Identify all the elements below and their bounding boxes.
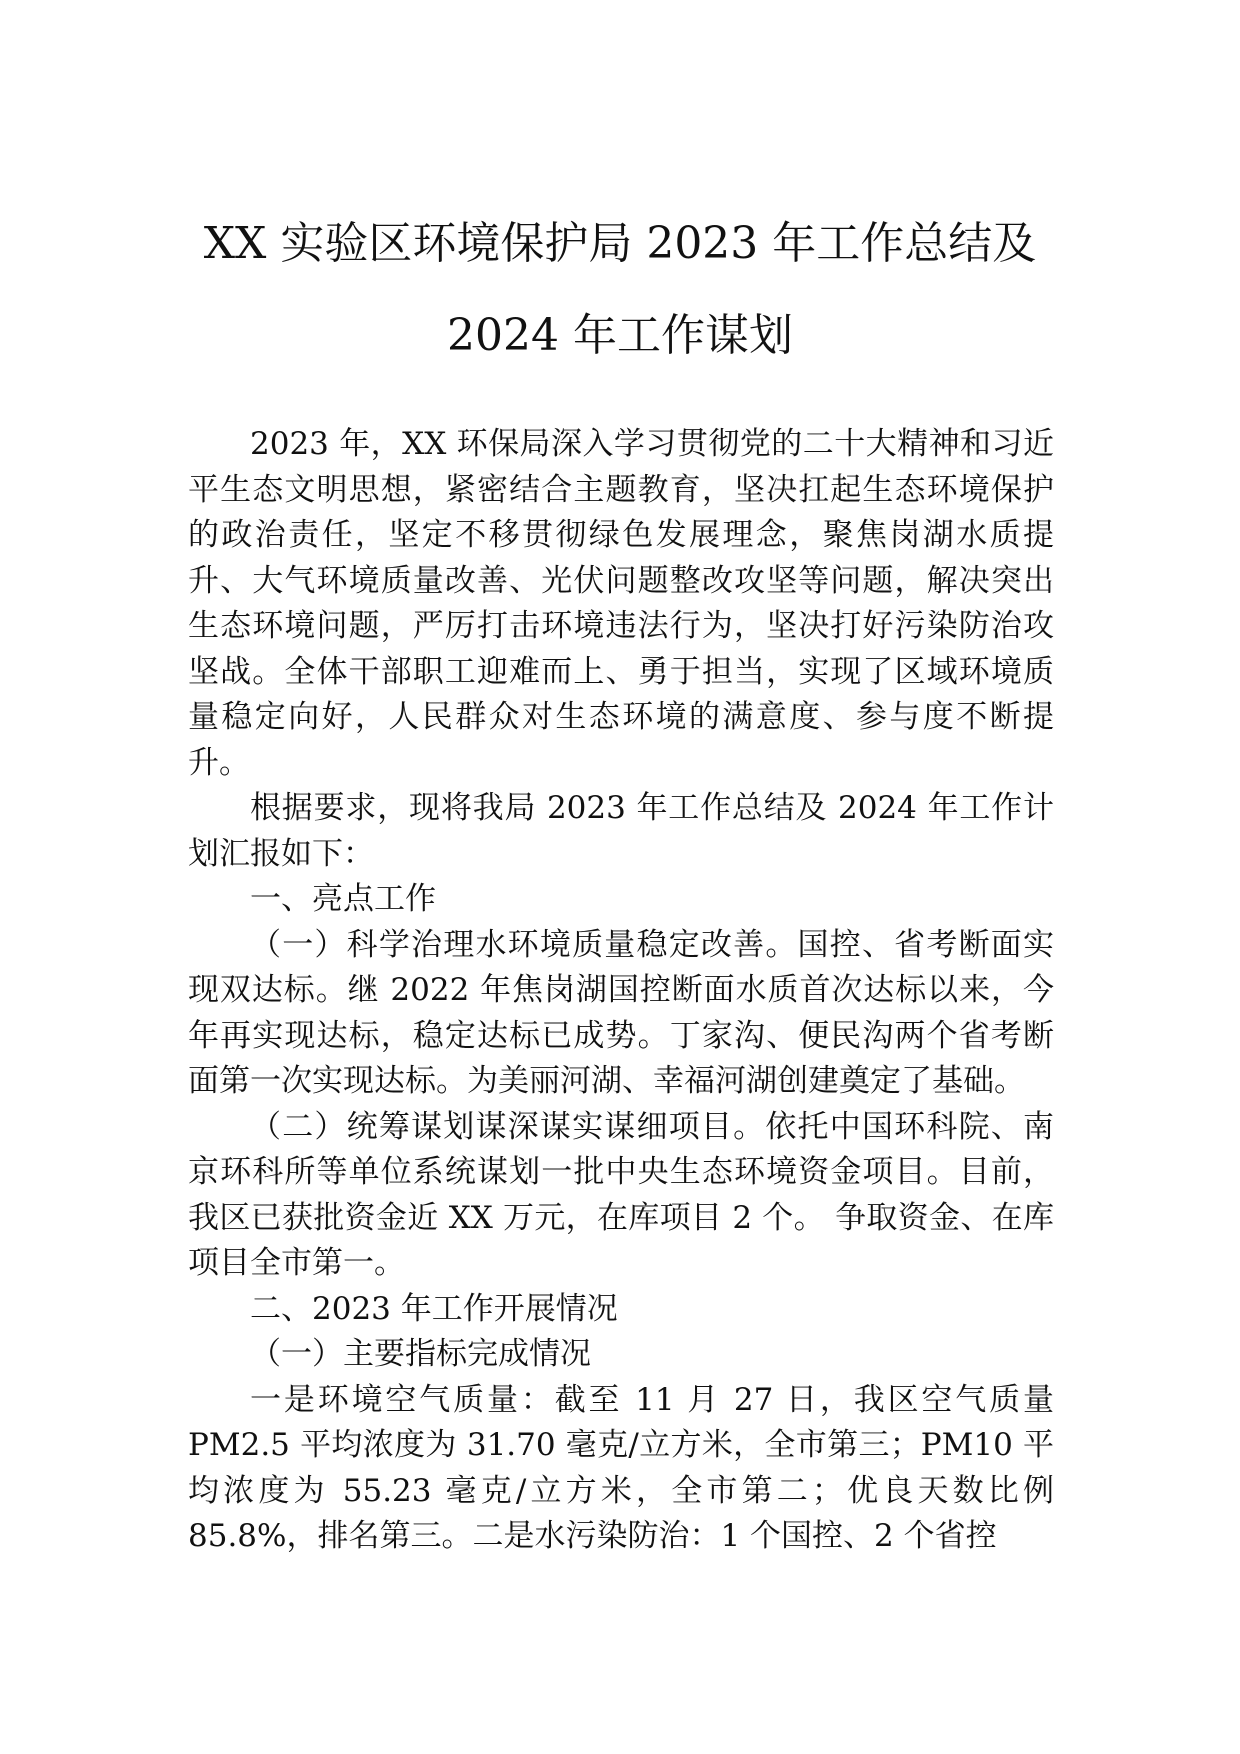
paragraph-intro: 2023 年，XX 环保局深入学习贯彻党的二十大精神和习近平生态文明思想，紧密结合主题教育，坚决扛起生态环境保护的政治责任，坚定不移贯彻绿色发展理念，聚焦岗湖水质提升、大气环境质量改善、光伏问题整改攻坚等问题，解决突出生态环境问题，严厉打击环境违法行为，坚决打好污染防治攻坚战。全体干部职工迎难而上、勇于担当，实现了区域环境质量稳定向好，人民群众对生态环境的满意度、参与度不断提升。	[188, 426, 1054, 781]
document-title-line-2: 2024 年工作谋划	[447, 310, 793, 361]
paragraph-projects: （二）统筹谋划谋深谋实谋细项目。依托中国环科院、南京环科所等单位系统谋划一批中央生态环境资金项目。目前，我区已获批资金近 XX 万元，在库项目 2 个。 争取资金、在库项目全市第一。	[188, 1108, 1054, 1281]
subheading-main-indicators: （一）主要指标完成情况	[250, 1336, 591, 1372]
section-heading-highlights: 一、亮点工作	[250, 881, 436, 917]
paragraph-water-quality: （一）科学治理水环境质量稳定改善。国控、省考断面实现双达标。继 2022 年焦岗湖国控断面水质首次达标以来，今年再实现达标，稳定达标已成势。丁家沟、便民沟两个省考断面第一次实现达标。为美丽河湖、幸福河湖创建奠定了基础。	[188, 926, 1054, 1099]
paragraph-air-quality: 一是环境空气质量：截至 11 月 27 日，我区空气质量 PM2.5 平均浓度为 31.70 毫克/立方米，全市第三；PM10 平均浓度为 55.23 毫克/立方米，全市第二；优良天数比例 85.8%，排名第三。二是水污染防治：1 个国控、2 个省控	[188, 1381, 1054, 1554]
document-body	[188, 422, 1054, 1560]
document-title-line-1: XX 实验区环境保护局 2023 年工作总结及	[203, 218, 1037, 269]
section-heading-2023-work: 二、2023 年工作开展情况	[250, 1290, 618, 1327]
paragraph-report-notice: 根据要求，现将我局 2023 年工作总结及 2024 年工作计划汇报如下：	[188, 790, 1054, 872]
